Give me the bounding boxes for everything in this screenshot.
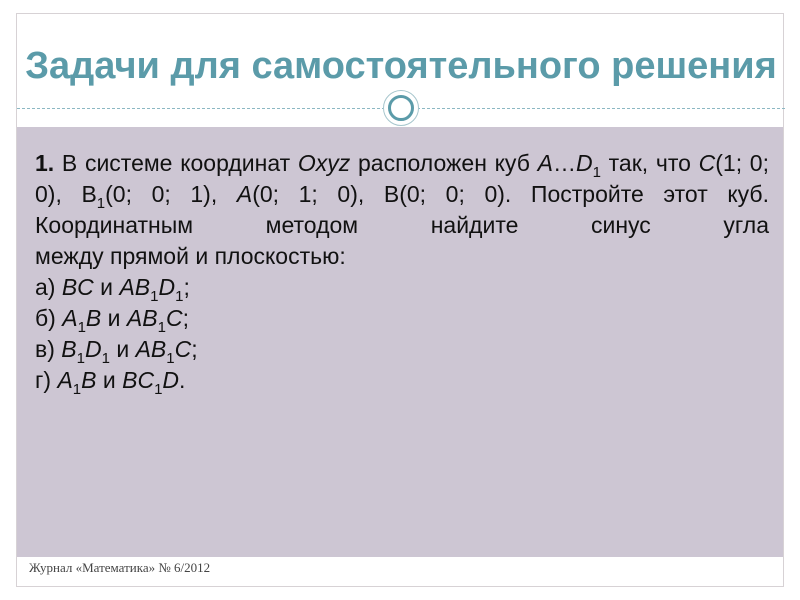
part-v: в) $B_1D_1$ и $AB_1C$;: [35, 336, 198, 367]
slide-title: Задачи для самостоятельного решения: [25, 45, 777, 87]
part-g: г) $A_1B$ и $BC_1D$.: [35, 367, 186, 398]
problem-number: 1.: [35, 150, 55, 176]
problem-1: [35, 148, 769, 396]
problem-statement: 1. В системе координат Oxyz расположен куб $A\dots D_1$ так, что C(1; 0; 0), $B_1(0$; 0; 1), A(0; 1; 0), B(0; 0; 0). Постройте этот куб. Координатным методом найдите синус угла между прямой и плоскостью:: [35, 150, 769, 269]
slide: [16, 13, 784, 587]
footer-source: Журнал «Математика» № 6/2012: [29, 560, 211, 575]
circle-ornament-icon: [383, 90, 419, 126]
part-b: б) $A_1B$ и $AB_1C$;: [35, 305, 189, 336]
part-a: а) BC и $AB_1D_1$;: [35, 274, 190, 305]
